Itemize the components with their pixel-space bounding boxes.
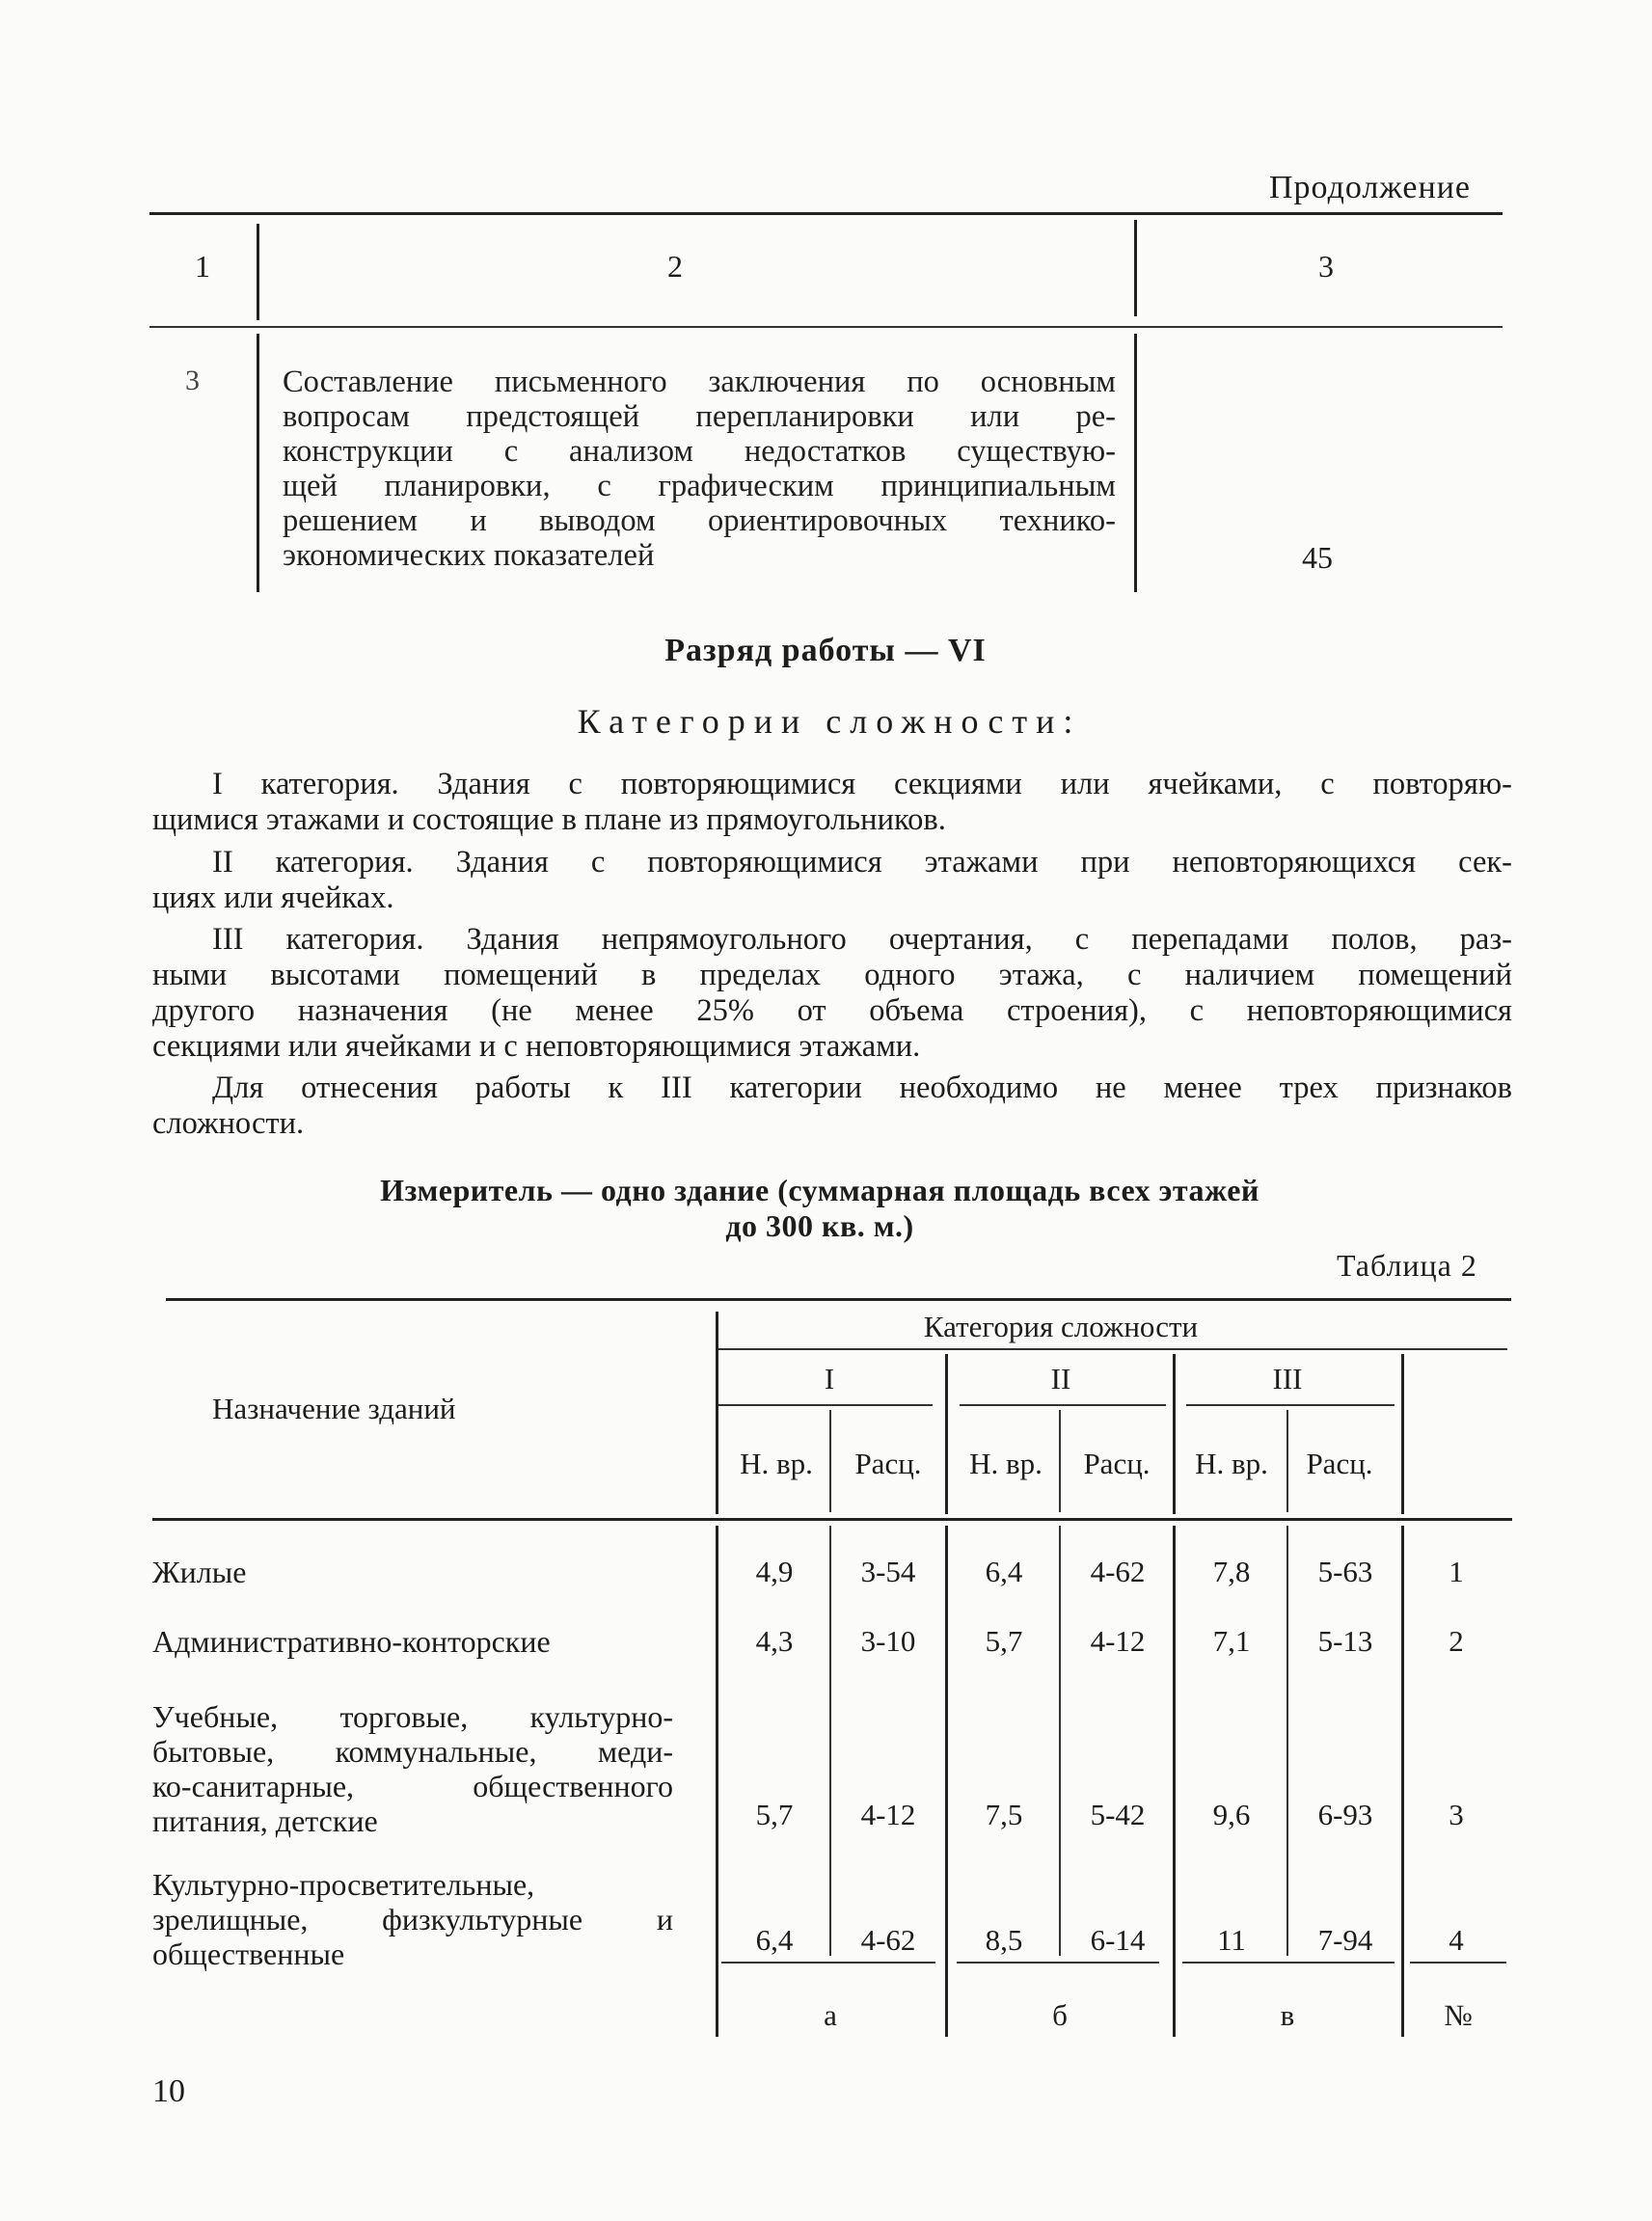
cell-nvr-III: 9,6: [1212, 1798, 1251, 1831]
cell-row-number: 1: [1449, 1555, 1464, 1588]
subcol-rasc-II: Расц.: [1083, 1447, 1151, 1480]
row-desc-line: экономических показателей: [283, 538, 655, 573]
measure-heading: [241, 1173, 1398, 1244]
cat-I-underline: [718, 1404, 933, 1406]
subcol-nvr-II: Н. вр.: [969, 1447, 1043, 1480]
cell-nvr-II: 5,7: [985, 1624, 1023, 1658]
top-table-body-divider-2: [1134, 334, 1137, 592]
complexity-header: Категория сложности: [923, 1310, 1199, 1343]
cell-rasc-I: 4-12: [860, 1798, 916, 1831]
grade-title: Разряд работы — VI: [664, 633, 987, 668]
cell-rasc-III: 6-93: [1317, 1798, 1373, 1831]
footer-letter-a: а: [824, 1998, 837, 2032]
top-table-header-rule: [149, 326, 1503, 328]
cell-nvr-II: 8,5: [985, 1923, 1023, 1957]
table-row-name: [152, 1699, 673, 1838]
category-II-header: II: [1050, 1362, 1071, 1395]
cell-nvr-III: 11: [1217, 1923, 1246, 1957]
cat-II-underline: [960, 1404, 1166, 1406]
footer-rule-a: [721, 1962, 935, 1964]
top-table-top-rule: [149, 212, 1503, 215]
table2-body-vline: [716, 1526, 718, 2037]
cell-row-number: 3: [1449, 1798, 1464, 1831]
col-number-3: 3: [1318, 249, 1334, 284]
row-desc-line: щей планировки, с графическим принципиальным: [283, 469, 1116, 503]
subcol-rasc-I: Расц.: [854, 1447, 922, 1480]
para-line: I категория. Здания с повторяющимися секциями или ячейками, с повторяю-: [212, 767, 1512, 801]
row-desc-line: конструкции с анализом недостатков существую-: [283, 434, 1116, 469]
para-line: Для отнесения работы к III категории необходимо не менее трех признаков: [212, 1070, 1512, 1105]
table2-body-vline: [1173, 1526, 1176, 2037]
row-description: [283, 365, 1116, 573]
page-number: 10: [152, 2073, 185, 2109]
para-line: ными высотами помещений в пределах одного этажа, с наличием помещений: [152, 958, 1512, 992]
cat-III-underline: [1186, 1404, 1395, 1406]
table-row-name: [152, 1555, 673, 1589]
cell-rasc-II: 6-14: [1090, 1923, 1146, 1957]
footer-rule-b: [957, 1962, 1159, 1964]
table2-body-vline: [1059, 1526, 1061, 1956]
table-row-name: [152, 1624, 673, 1659]
table-label: Таблица 2: [1337, 1248, 1477, 1283]
row-value: 45: [1302, 540, 1333, 575]
category-III-header: III: [1272, 1362, 1303, 1395]
cell-nvr-III: 7,1: [1212, 1624, 1251, 1658]
category-I-header: I: [824, 1362, 835, 1395]
table2-body-vline: [1401, 1526, 1404, 2037]
row-desc-line: решением и выводом ориентировочных технико-: [283, 503, 1116, 538]
cell-rasc-I: 3-54: [860, 1555, 916, 1588]
row-name-line: ко-санитарные, общественного: [152, 1769, 673, 1803]
measure-line-2: до 300 кв. м.): [725, 1208, 914, 1243]
table-row-name: [152, 1867, 673, 1971]
cell-rasc-III: 5-63: [1317, 1555, 1373, 1588]
para-line: сложности.: [152, 1106, 305, 1141]
row-name-line: Культурно-просветительные,: [152, 1867, 535, 1902]
cell-nvr-II: 7,5: [985, 1798, 1023, 1831]
paragraph-note: [152, 1070, 1512, 1142]
subcol-nvr-III: Н. вр.: [1195, 1447, 1268, 1480]
row-name-line: общественные: [152, 1937, 345, 1971]
row-name-line: зрелищные, физкультурные и: [152, 1902, 673, 1937]
row-desc-line: вопросам предстоящей перепланировки или ре-: [283, 399, 1116, 434]
cell-nvr-I: 6,4: [755, 1923, 794, 1957]
subcol-rasc-III: Расц.: [1306, 1447, 1373, 1480]
subcol-nvr-I: Н. вр.: [740, 1447, 813, 1480]
table2-header-vline: [1059, 1410, 1061, 1512]
table2-body-vline: [1286, 1526, 1288, 1956]
row-number: 3: [185, 365, 200, 396]
row-name-line: Жилые: [152, 1555, 247, 1589]
table2-body-vline: [829, 1526, 831, 1956]
cell-row-number: 2: [1449, 1624, 1464, 1658]
paragraph-category-1: [152, 767, 1512, 838]
row-name-line: бытовые, коммунальные, меди-: [152, 1734, 673, 1769]
cell-rasc-II: 4-62: [1090, 1555, 1146, 1588]
para-line: щимися этажами и состоящие в плане из прямоугольников.: [152, 802, 946, 837]
table2-header-vline: [1286, 1410, 1288, 1512]
cell-rasc-I: 3-10: [860, 1624, 916, 1658]
purpose-header: Назначение зданий: [212, 1392, 456, 1425]
table2-header-rule: [152, 1518, 1512, 1521]
footer-rule-c: [1182, 1962, 1395, 1964]
footer-rule-num: [1410, 1962, 1506, 1964]
paragraph-category-2: [152, 845, 1512, 916]
cell-rasc-II: 5-42: [1090, 1798, 1146, 1831]
cell-rasc-III: 7-94: [1317, 1923, 1373, 1957]
top-table-divider-1: [257, 224, 259, 320]
footer-letter-c: в: [1280, 1998, 1295, 2032]
para-line: III категория. Здания непрямоугольного очертания, с перепадами полов, раз-: [212, 922, 1512, 957]
row-name-line: Учебные, торговые, культурно-: [152, 1699, 673, 1734]
row-name-line: Административно-конторские: [152, 1624, 551, 1659]
table2-header-vline: [945, 1354, 948, 1514]
measure-line-1: Измеритель — одно здание (суммарная площадь всех этажей: [380, 1173, 1259, 1207]
footer-number-sign: №: [1444, 1998, 1473, 2032]
cell-nvr-I: 5,7: [755, 1798, 794, 1831]
cell-row-number: 4: [1449, 1923, 1464, 1957]
table2-body-vline: [945, 1526, 948, 2037]
row-desc-line: Составление письменного заключения по основным: [283, 365, 1116, 399]
paragraph-category-3: [152, 922, 1512, 1065]
table2-top-rule: [166, 1298, 1511, 1301]
footer-letter-b: б: [1052, 1998, 1068, 2032]
cell-rasc-I: 4-62: [860, 1923, 916, 1957]
cell-nvr-I: 4,9: [755, 1555, 794, 1588]
table2-header-vline: [1401, 1354, 1404, 1514]
table2-header-vline: [1173, 1354, 1176, 1514]
row-name-line: питания, детские: [152, 1803, 378, 1838]
para-line: секциями или ячейками и с неповторяющимися этажами.: [152, 1029, 921, 1064]
cell-rasc-II: 4-12: [1090, 1624, 1146, 1658]
table2-header-vline: [829, 1410, 831, 1512]
cell-nvr-II: 6,4: [985, 1555, 1023, 1588]
categories-title: Категории сложности:: [577, 702, 1082, 741]
top-table-body-divider-1: [257, 334, 259, 592]
complexity-underline: [718, 1348, 1507, 1350]
para-line: II категория. Здания с повторяющимися этажами при неповторяющихся сек-: [212, 845, 1512, 880]
para-line: циях или ячейках.: [152, 880, 394, 915]
continuation-label: Продолжение: [1269, 170, 1472, 205]
col-number-1: 1: [195, 249, 210, 284]
cell-nvr-I: 4,3: [755, 1624, 794, 1658]
cell-rasc-III: 5-13: [1317, 1624, 1373, 1658]
top-table-divider-2: [1134, 220, 1137, 316]
col-number-2: 2: [667, 249, 683, 284]
table2-header-vline: [716, 1312, 718, 1514]
para-line: другого назначения (не менее 25% от объема строения), с неповторяющимися: [152, 993, 1512, 1028]
cell-nvr-III: 7,8: [1212, 1555, 1251, 1588]
